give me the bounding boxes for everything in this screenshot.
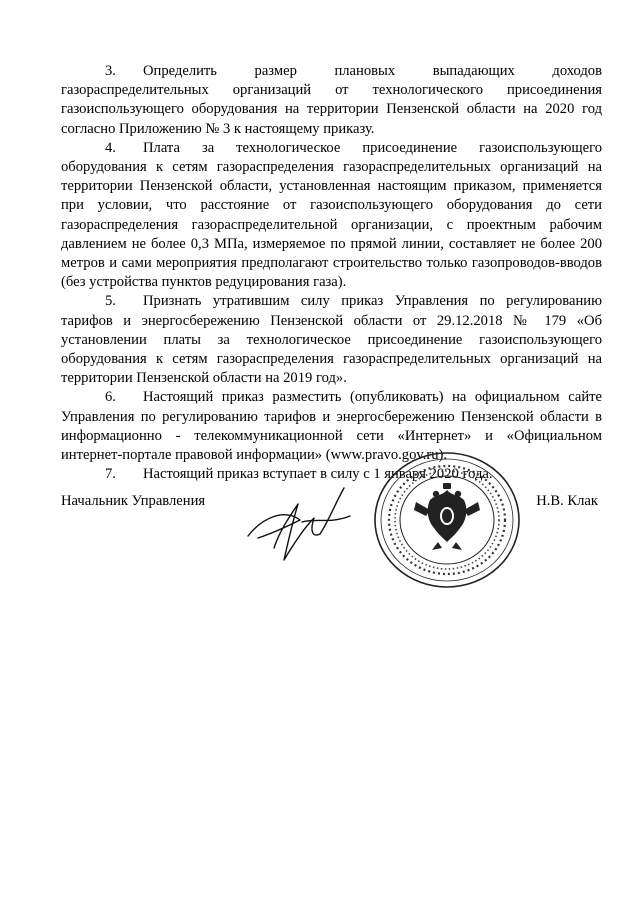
signatory-title: Начальник Управления bbox=[61, 493, 206, 509]
item-number: 6. bbox=[105, 389, 116, 406]
item-number: 4. bbox=[105, 139, 116, 156]
item-number: 3. bbox=[105, 63, 116, 79]
item-text: Настоящий приказ вступает в силу с 1 января 2020 года. bbox=[143, 466, 493, 483]
list-item bbox=[61, 292, 602, 388]
list-item bbox=[61, 139, 602, 293]
list-item bbox=[61, 62, 602, 139]
order-text bbox=[61, 62, 602, 484]
item-text: Определить размер плановых выпадающих доходов газораспределительных организаций от технологического присоединения газоиспользующего оборудования на территории Пензенской области на 2020 год согласно Приложению № 3 к настоящему приказу. bbox=[61, 63, 602, 137]
item-number: 7. bbox=[105, 466, 116, 483]
item-number: 5. bbox=[105, 293, 116, 310]
item-text: Настоящий приказ разместить (опубликовать) на официальном сайте Управления по регулированию тарифов и энергосбережению Пензенской области в информационно - телекоммуникационной сети «Интернет» и «Официальном интернет-портале правовой информации» (www.pravo.gov.ru). bbox=[61, 389, 602, 464]
eagle-emblem bbox=[414, 483, 480, 550]
signatory-name: Н.В. Клак bbox=[536, 493, 598, 509]
handwritten-signature bbox=[240, 478, 360, 568]
official-seal bbox=[372, 450, 522, 590]
item-text: Признать утратившим силу приказ Управления по регулированию тарифов и энергосбережению Пензенской области от 29.12.2018 № 179 «Об установлении платы за технологическое присоединение газоиспользующего оборудования к сетям газораспределения газораспределительных организаций на территории Пензенской области на 2019 год». bbox=[61, 293, 602, 387]
item-text: Плата за технологическое присоединение газоиспользующего оборудования к сетям газораспределения газораспределительных организаций на территории Пензенской области, установленная настоящим приказом, применяется при условии, что расстояние от газоиспользующего оборудования до сети газораспределения газораспределительной организации, с проектным рабочим давлением не более 0,3 МПа, измеряемое по прямой линии, составляет не более 200 метров и сами мероприятия предполагают строительство только газопроводов-вводов (без устройства пунктов редуцирования газа). bbox=[61, 139, 602, 291]
